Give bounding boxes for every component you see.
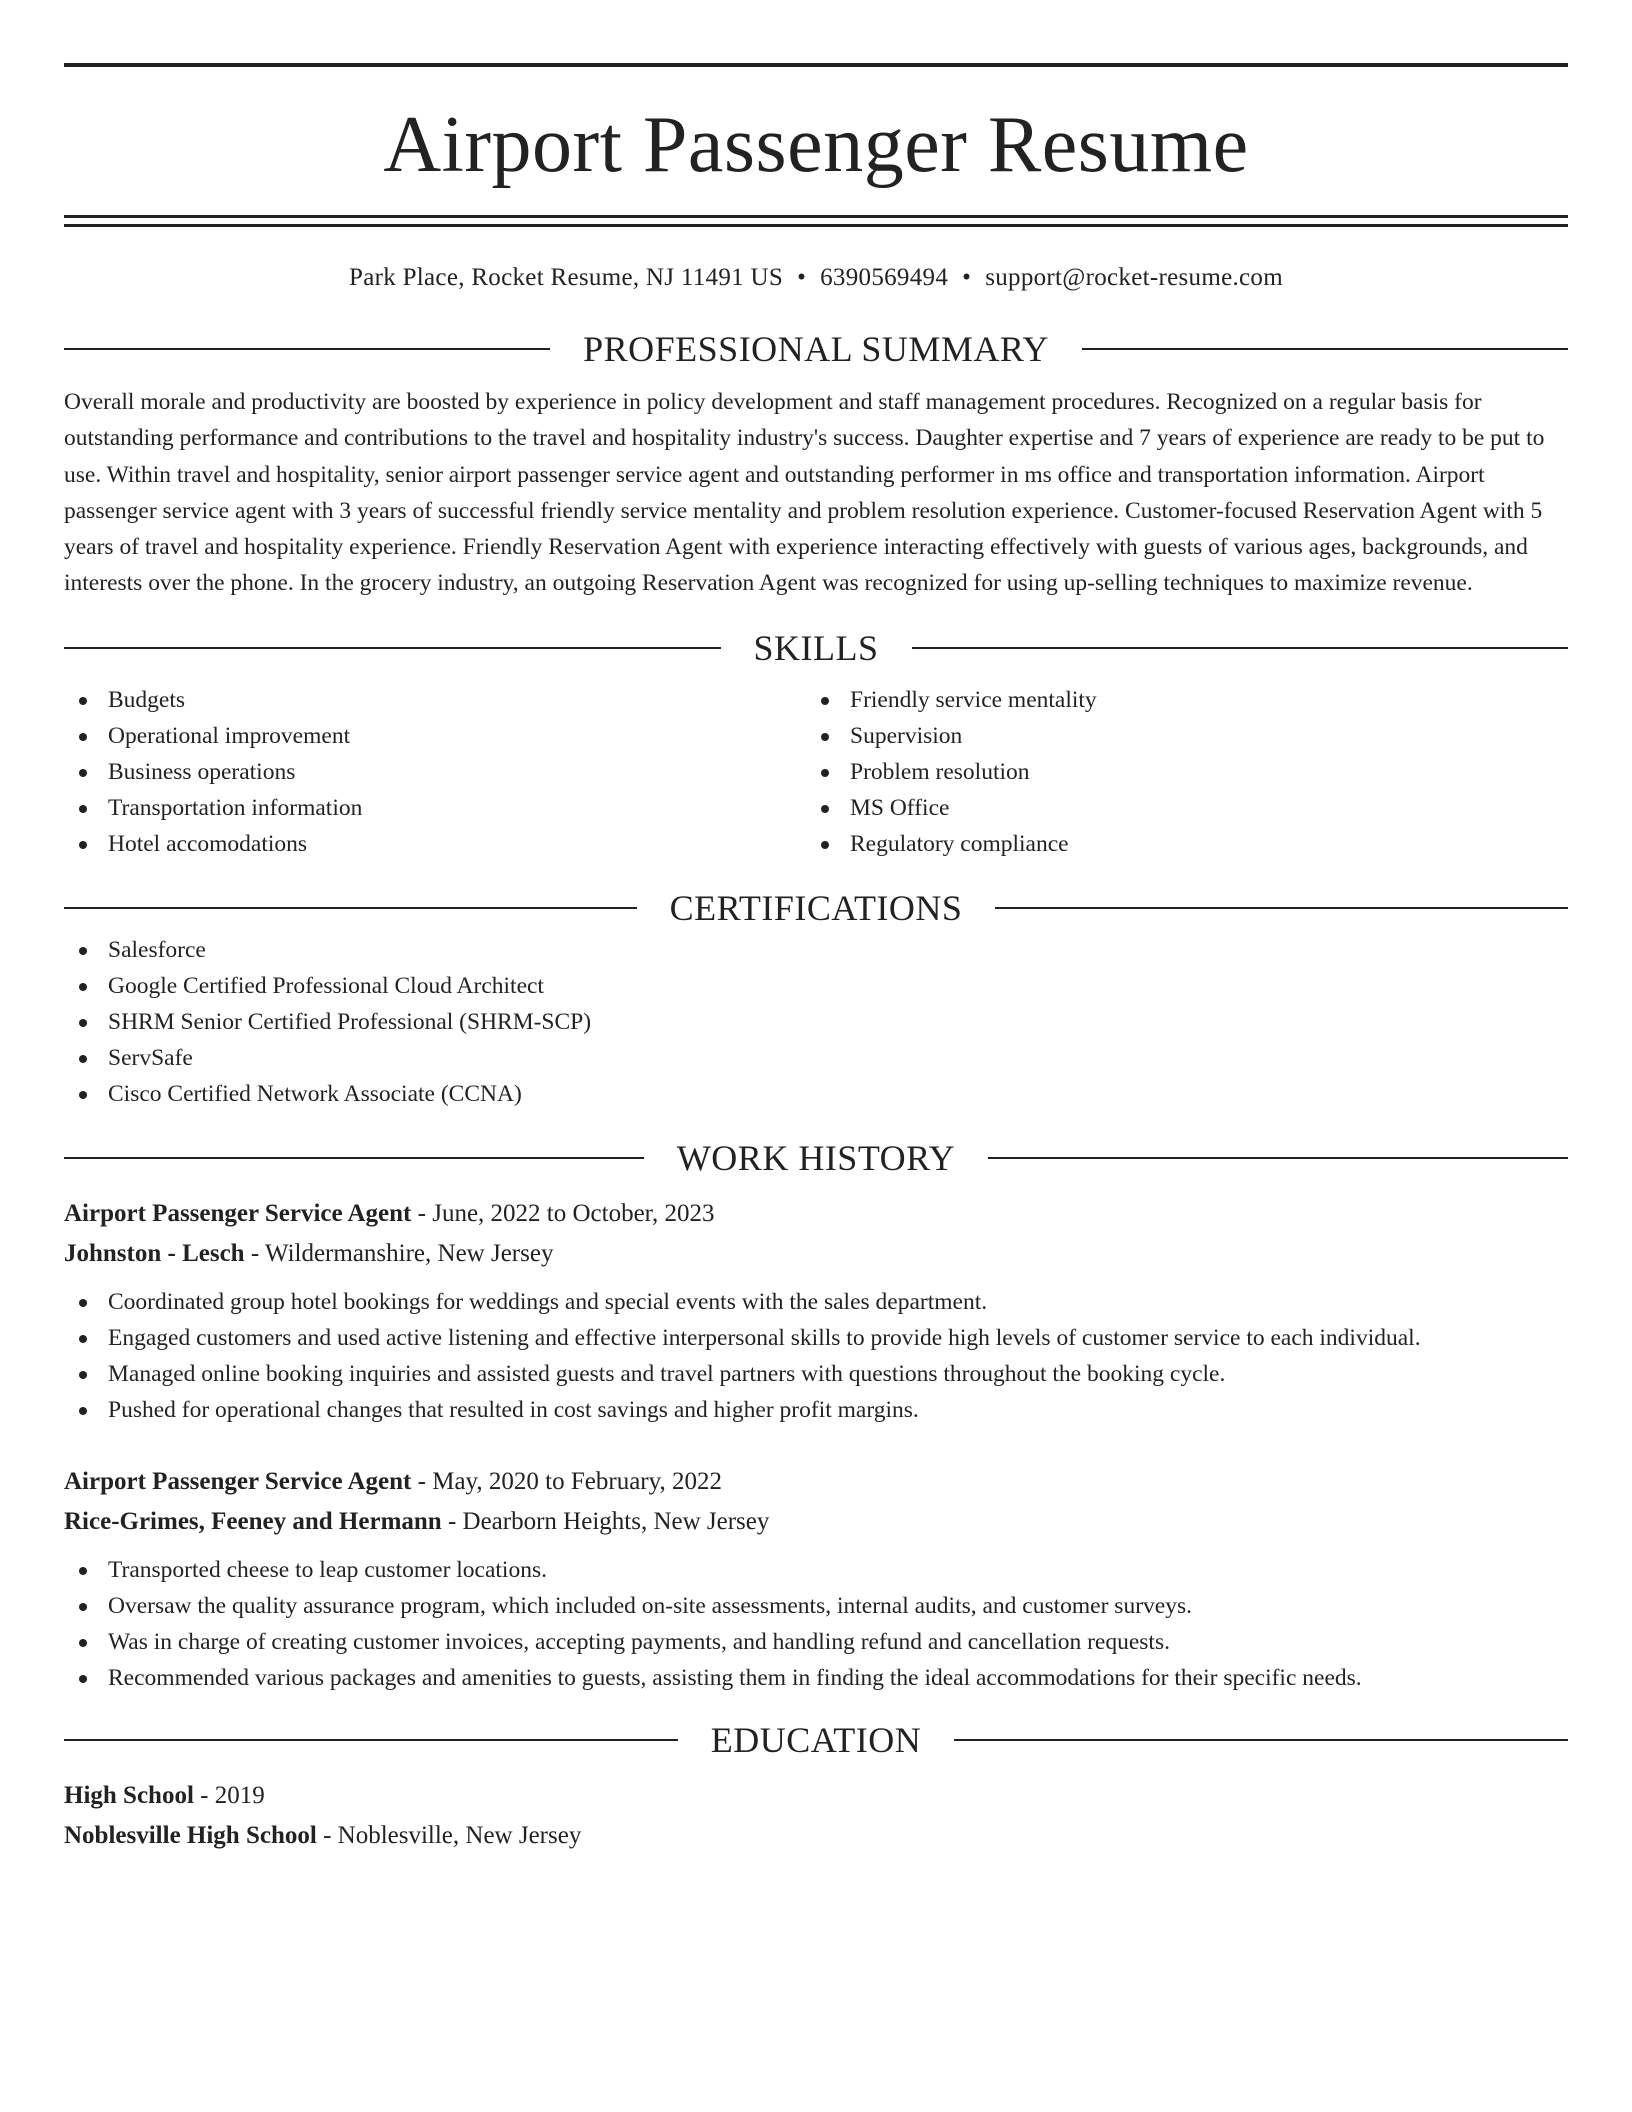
job-location: - Wildermanshire, New Jersey bbox=[244, 1239, 554, 1267]
heading-rule bbox=[64, 647, 721, 649]
job-duties-list bbox=[64, 1552, 1568, 1696]
skills-column-right bbox=[806, 682, 1548, 862]
title-double-rule bbox=[64, 215, 1568, 227]
resume-page bbox=[64, 0, 1568, 1856]
section-title: PROFESSIONAL SUMMARY bbox=[583, 329, 1049, 369]
job-duty-item: Recommended various packages and amenities to guests, assisting them in finding the ideal accommodations for their specific needs. bbox=[64, 1660, 1568, 1696]
job-duty-item: Managed online booking inquiries and assisted guests and travel partners with questions throughout the booking cycle. bbox=[64, 1356, 1568, 1392]
job-duty-item: Coordinated group hotel bookings for weddings and special events with the sales department. bbox=[64, 1284, 1568, 1320]
certification-item: Google Certified Professional Cloud Architect bbox=[64, 968, 1568, 1004]
heading-rule bbox=[954, 1739, 1568, 1741]
certification-item: ServSafe bbox=[64, 1040, 1568, 1076]
job-duty-item: Was in charge of creating customer invoices, accepting payments, and handling refund and cancellation requests. bbox=[64, 1624, 1568, 1660]
education-degree-line bbox=[64, 1776, 1568, 1816]
job-title-line bbox=[64, 1462, 1568, 1502]
section-heading-work-history bbox=[64, 1134, 1568, 1182]
skill-item: Budgets bbox=[64, 682, 806, 718]
section-heading-summary bbox=[64, 325, 1568, 373]
skill-item: Transportation information bbox=[64, 790, 806, 826]
job-title: Airport Passenger Service Agent bbox=[64, 1467, 412, 1495]
education-school: Noblesville High School bbox=[64, 1821, 317, 1849]
section-title: SKILLS bbox=[753, 627, 879, 668]
summary-paragraph: Overall morale and productivity are boosted by experience in policy development and staff management procedures. Recognized on a regular basis for outstanding performance and contributions to the travel and hospitality industry's success. Daughter expertise and 7 years of experience are ready to be put to use. Within travel and hospitality, senior airport passenger service agent and outstanding performer in ms office and transportation information. Airport passenger service agent with 3 years of successful friendly service mentality and problem resolution experience. Customer-focused Reservation Agent with 5 years of travel and hospitality experience. Friendly Reservation Agent with experience interacting effectively with guests of various ages, backgrounds, and interests over the phone. In the grocery industry, an outgoing Reservation Agent was recognized for using up-selling techniques to maximize revenue. bbox=[64, 389, 1545, 597]
contact-separator: • bbox=[962, 264, 972, 291]
section-title: WORK HISTORY bbox=[676, 1137, 956, 1178]
section-title: CERTIFICATIONS bbox=[669, 887, 963, 928]
skill-item: Supervision bbox=[806, 718, 1548, 754]
education-entry bbox=[64, 1776, 1568, 1856]
job-dates: - May, 2020 to February, 2022 bbox=[411, 1467, 722, 1495]
job-company: Johnston - Lesch bbox=[64, 1239, 245, 1267]
job-duty-item: Transported cheese to leap customer locations. bbox=[64, 1552, 1568, 1588]
heading-rule bbox=[1082, 348, 1568, 350]
skills-grid bbox=[64, 682, 1568, 862]
contact-address: Park Place, Rocket Resume, NJ 11491 US bbox=[349, 264, 784, 291]
heading-rule bbox=[912, 647, 1569, 649]
job-duties-list bbox=[64, 1284, 1568, 1428]
contact-separator: • bbox=[797, 264, 807, 291]
job-dates: - June, 2022 to October, 2023 bbox=[411, 1199, 715, 1227]
skill-item: Problem resolution bbox=[806, 754, 1548, 790]
contact-line bbox=[64, 261, 1568, 295]
certification-item: Cisco Certified Network Associate (CCNA) bbox=[64, 1076, 1568, 1112]
job-entry bbox=[64, 1462, 1568, 1696]
certifications-list bbox=[64, 932, 1568, 1112]
heading-rule bbox=[64, 1739, 678, 1741]
skill-item: Operational improvement bbox=[64, 718, 806, 754]
education-location: - Noblesville, New Jersey bbox=[316, 1821, 582, 1849]
section-title: EDUCATION bbox=[710, 1719, 922, 1760]
heading-rule bbox=[995, 907, 1568, 909]
contact-phone: 6390569494 bbox=[820, 264, 949, 291]
certification-item: Salesforce bbox=[64, 932, 1568, 968]
section-heading-skills bbox=[64, 624, 1568, 672]
job-entry bbox=[64, 1194, 1568, 1428]
skill-item: Regulatory compliance bbox=[806, 826, 1548, 862]
job-company: Rice-Grimes, Feeney and Hermann bbox=[64, 1507, 442, 1535]
job-duty-item: Pushed for operational changes that resulted in cost savings and higher profit margins. bbox=[64, 1392, 1568, 1428]
contact-email: support@rocket-resume.com bbox=[985, 264, 1283, 291]
section-heading-certifications bbox=[64, 884, 1568, 932]
job-company-line bbox=[64, 1234, 1568, 1274]
job-duty-item: Engaged customers and used active listening and effective interpersonal skills to provide high levels of customer service to each individual. bbox=[64, 1320, 1568, 1356]
heading-rule bbox=[64, 348, 550, 350]
education-year: - 2019 bbox=[193, 1781, 265, 1809]
education-degree: High School bbox=[64, 1781, 194, 1809]
certification-item: SHRM Senior Certified Professional (SHRM-SCP) bbox=[64, 1004, 1568, 1040]
top-rule bbox=[64, 63, 1568, 67]
job-company-line bbox=[64, 1502, 1568, 1542]
heading-rule bbox=[988, 1157, 1568, 1159]
heading-rule bbox=[64, 1157, 644, 1159]
job-title-line bbox=[64, 1194, 1568, 1234]
skill-item: Business operations bbox=[64, 754, 806, 790]
resume-title: Airport Passenger Resume bbox=[383, 101, 1249, 189]
skill-item: MS Office bbox=[806, 790, 1548, 826]
section-heading-education bbox=[64, 1716, 1568, 1764]
skills-column-left bbox=[64, 682, 806, 862]
job-duty-item: Oversaw the quality assurance program, which included on-site assessments, internal audits, and customer surveys. bbox=[64, 1588, 1568, 1624]
job-title: Airport Passenger Service Agent bbox=[64, 1199, 412, 1227]
job-location: - Dearborn Heights, New Jersey bbox=[441, 1507, 770, 1535]
education-school-line bbox=[64, 1816, 1568, 1856]
heading-rule bbox=[64, 907, 637, 909]
skill-item: Hotel accomodations bbox=[64, 826, 806, 862]
skill-item: Friendly service mentality bbox=[806, 682, 1548, 718]
